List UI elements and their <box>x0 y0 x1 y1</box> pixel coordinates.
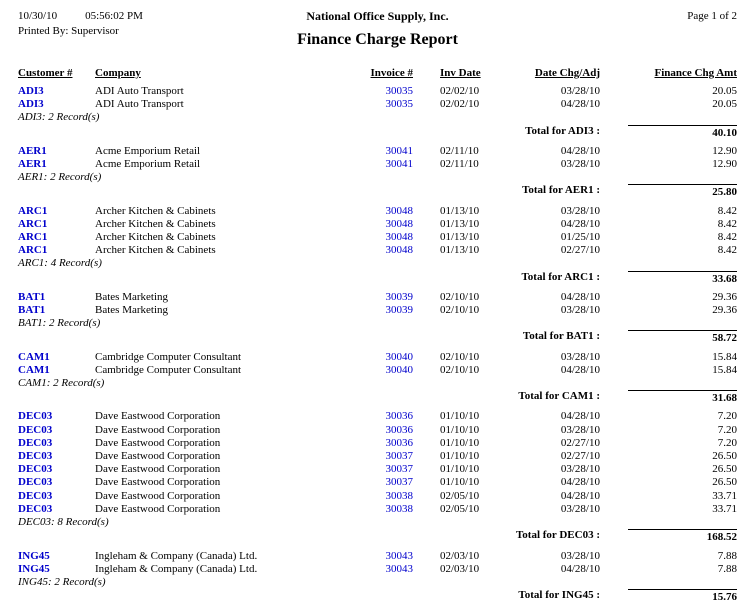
group-total-label: Total for DEC03 : <box>18 529 600 544</box>
company-cell: Dave Eastwood Corporation <box>95 463 365 476</box>
date-chg-adj-cell: 03/28/10 <box>500 424 600 437</box>
group-record-count: CAM1: 2 Record(s) <box>18 377 737 390</box>
customer-group <box>18 291 737 346</box>
company-cell: Archer Kitchen & Cabinets <box>95 244 365 257</box>
company-cell: Ingleham & Company (Canada) Ltd. <box>95 550 365 563</box>
finance-chg-amt-cell: 8.42 <box>600 231 737 244</box>
finance-chg-amt-cell: 8.42 <box>600 205 737 218</box>
invoice-number-link[interactable]: 30048 <box>365 218 413 231</box>
invoice-date-cell: 02/02/10 <box>413 98 500 111</box>
group-total-amount: 25.80 <box>600 184 737 199</box>
detail-row <box>18 463 737 476</box>
date-chg-adj-cell: 03/28/10 <box>500 463 600 476</box>
col-header-invoice: Invoice # <box>365 67 413 79</box>
customer-group <box>18 351 737 406</box>
invoice-number-link[interactable]: 30035 <box>365 85 413 98</box>
invoice-number-link[interactable]: 30036 <box>365 424 413 437</box>
detail-row <box>18 351 737 364</box>
customer-group <box>18 550 737 604</box>
invoice-number-link[interactable]: 30036 <box>365 437 413 450</box>
invoice-number-link[interactable]: 30038 <box>365 490 413 503</box>
customer-code-link[interactable]: DEC03 <box>18 476 95 489</box>
invoice-date-cell: 01/10/10 <box>413 450 500 463</box>
invoice-date-cell: 02/11/10 <box>413 145 500 158</box>
finance-chg-amt-cell: 7.20 <box>600 410 737 423</box>
invoice-number-link[interactable]: 30037 <box>365 450 413 463</box>
group-total-amount: 40.10 <box>600 125 737 140</box>
col-header-customer: Customer # <box>18 67 95 79</box>
group-total-label: Total for ARC1 : <box>18 271 600 286</box>
detail-row <box>18 563 737 576</box>
detail-row <box>18 364 737 377</box>
report-body <box>18 85 737 604</box>
customer-code-link[interactable]: ING45 <box>18 563 95 576</box>
date-chg-adj-cell: 03/28/10 <box>500 158 600 171</box>
group-record-count: ADI3: 2 Record(s) <box>18 111 737 124</box>
invoice-date-cell: 01/10/10 <box>413 463 500 476</box>
company-cell: Dave Eastwood Corporation <box>95 476 365 489</box>
invoice-date-cell: 01/10/10 <box>413 476 500 489</box>
invoice-number-link[interactable]: 30041 <box>365 158 413 171</box>
detail-row <box>18 450 737 463</box>
company-cell: Ingleham & Company (Canada) Ltd. <box>95 563 365 576</box>
date-chg-adj-cell: 03/28/10 <box>500 304 600 317</box>
finance-chg-amt-cell: 20.05 <box>600 85 737 98</box>
company-cell: Bates Marketing <box>95 304 365 317</box>
date-chg-adj-cell: 03/28/10 <box>500 351 600 364</box>
group-total-row <box>18 271 737 286</box>
header-center <box>297 9 458 49</box>
finance-chg-amt-cell: 8.42 <box>600 218 737 231</box>
company-cell: Dave Eastwood Corporation <box>95 490 365 503</box>
finance-chg-amt-cell: 26.50 <box>600 476 737 489</box>
date-chg-adj-cell: 04/28/10 <box>500 410 600 423</box>
company-cell: Cambridge Computer Consultant <box>95 364 365 377</box>
detail-row <box>18 490 737 503</box>
customer-code-link[interactable]: ARC1 <box>18 231 95 244</box>
customer-code-link[interactable]: ADI3 <box>18 98 95 111</box>
finance-chg-amt-cell: 29.36 <box>600 304 737 317</box>
date-chg-adj-cell: 02/27/10 <box>500 450 600 463</box>
detail-row <box>18 98 737 111</box>
group-total-amount: 58.72 <box>600 330 737 345</box>
company-name: National Office Supply, Inc. <box>297 9 458 24</box>
company-cell: Dave Eastwood Corporation <box>95 503 365 516</box>
invoice-number-link[interactable]: 30048 <box>365 244 413 257</box>
finance-chg-amt-cell: 15.84 <box>600 364 737 377</box>
group-record-count: DEC03: 8 Record(s) <box>18 516 737 529</box>
customer-code-link[interactable]: DEC03 <box>18 503 95 516</box>
invoice-date-cell: 02/03/10 <box>413 563 500 576</box>
invoice-number-link[interactable]: 30036 <box>365 410 413 423</box>
date-chg-adj-cell: 04/28/10 <box>500 218 600 231</box>
col-header-date-chg: Date Chg/Adj <box>500 67 600 79</box>
customer-code-link[interactable]: DEC03 <box>18 450 95 463</box>
company-cell: Dave Eastwood Corporation <box>95 437 365 450</box>
date-chg-adj-cell: 04/28/10 <box>500 563 600 576</box>
finance-chg-amt-cell: 26.50 <box>600 463 737 476</box>
group-total-label: Total for CAM1 : <box>18 390 600 405</box>
col-header-inv-date: Inv Date <box>413 67 500 79</box>
customer-group <box>18 145 737 200</box>
group-total-row <box>18 529 737 544</box>
finance-chg-amt-cell: 33.71 <box>600 503 737 516</box>
customer-code-link[interactable]: ARC1 <box>18 205 95 218</box>
company-cell: Bates Marketing <box>95 291 365 304</box>
invoice-date-cell: 01/13/10 <box>413 218 500 231</box>
detail-row <box>18 145 737 158</box>
invoice-date-cell: 02/10/10 <box>413 304 500 317</box>
date-chg-adj-cell: 01/25/10 <box>500 231 600 244</box>
customer-code-link[interactable]: AER1 <box>18 158 95 171</box>
customer-group <box>18 85 737 140</box>
invoice-date-cell: 01/13/10 <box>413 205 500 218</box>
finance-chg-amt-cell: 15.84 <box>600 351 737 364</box>
column-header-row <box>18 67 737 79</box>
detail-row <box>18 291 737 304</box>
group-total-label: Total for AER1 : <box>18 184 600 199</box>
customer-group <box>18 205 737 286</box>
col-header-amount: Finance Chg Amt <box>600 67 737 79</box>
date-chg-adj-cell: 03/28/10 <box>500 503 600 516</box>
group-total-amount: 168.52 <box>600 529 737 544</box>
customer-code-link[interactable]: CAM1 <box>18 351 95 364</box>
detail-row <box>18 231 737 244</box>
invoice-number-link[interactable]: 30040 <box>365 351 413 364</box>
invoice-number-link[interactable]: 30048 <box>365 205 413 218</box>
company-cell: ADI Auto Transport <box>95 85 365 98</box>
group-total-row <box>18 125 737 140</box>
group-total-amount: 33.68 <box>600 271 737 286</box>
company-cell: Archer Kitchen & Cabinets <box>95 231 365 244</box>
customer-code-link[interactable]: DEC03 <box>18 410 95 423</box>
customer-code-link[interactable]: AER1 <box>18 145 95 158</box>
customer-code-link[interactable]: ARC1 <box>18 244 95 257</box>
detail-row <box>18 158 737 171</box>
header-left <box>18 9 297 39</box>
customer-code-link[interactable]: DEC03 <box>18 463 95 476</box>
customer-code-link[interactable]: DEC03 <box>18 424 95 437</box>
print-time: 05:56:02 PM <box>85 9 143 24</box>
report-header <box>18 9 737 49</box>
invoice-date-cell: 02/10/10 <box>413 351 500 364</box>
finance-chg-amt-cell: 8.42 <box>600 244 737 257</box>
date-chg-adj-cell: 04/28/10 <box>500 291 600 304</box>
invoice-number-link[interactable]: 30037 <box>365 463 413 476</box>
company-cell: Acme Emporium Retail <box>95 145 365 158</box>
detail-row <box>18 85 737 98</box>
finance-chg-amt-cell: 29.36 <box>600 291 737 304</box>
finance-chg-amt-cell: 12.90 <box>600 145 737 158</box>
invoice-number-link[interactable]: 30043 <box>365 563 413 576</box>
detail-row <box>18 304 737 317</box>
page-indicator: Page 1 of 2 <box>458 9 737 24</box>
invoice-number-link[interactable]: 30035 <box>365 98 413 111</box>
company-cell: Cambridge Computer Consultant <box>95 351 365 364</box>
finance-chg-amt-cell: 26.50 <box>600 450 737 463</box>
company-cell: Archer Kitchen & Cabinets <box>95 218 365 231</box>
company-cell: ADI Auto Transport <box>95 98 365 111</box>
detail-row <box>18 205 737 218</box>
finance-chg-amt-cell: 7.20 <box>600 424 737 437</box>
company-cell: Acme Emporium Retail <box>95 158 365 171</box>
detail-row <box>18 218 737 231</box>
customer-code-link[interactable]: DEC03 <box>18 437 95 450</box>
group-record-count: BAT1: 2 Record(s) <box>18 317 737 330</box>
date-chg-adj-cell: 02/27/10 <box>500 244 600 257</box>
detail-row <box>18 244 737 257</box>
invoice-number-link[interactable]: 30037 <box>365 476 413 489</box>
customer-code-link[interactable]: ADI3 <box>18 85 95 98</box>
invoice-date-cell: 02/05/10 <box>413 490 500 503</box>
invoice-date-cell: 01/10/10 <box>413 424 500 437</box>
customer-code-link[interactable]: BAT1 <box>18 291 95 304</box>
invoice-number-link[interactable]: 30048 <box>365 231 413 244</box>
company-cell: Dave Eastwood Corporation <box>95 450 365 463</box>
group-total-label: Total for ING45 : <box>18 589 600 604</box>
invoice-number-link[interactable]: 30039 <box>365 291 413 304</box>
date-chg-adj-cell: 02/27/10 <box>500 437 600 450</box>
date-chg-adj-cell: 03/28/10 <box>500 85 600 98</box>
customer-code-link[interactable]: DEC03 <box>18 490 95 503</box>
detail-row <box>18 550 737 563</box>
detail-row <box>18 476 737 489</box>
invoice-date-cell: 01/13/10 <box>413 231 500 244</box>
print-date: 10/30/10 <box>18 10 57 22</box>
date-chg-adj-cell: 04/28/10 <box>500 98 600 111</box>
invoice-number-link[interactable]: 30038 <box>365 503 413 516</box>
company-cell: Archer Kitchen & Cabinets <box>95 205 365 218</box>
invoice-number-link[interactable]: 30039 <box>365 304 413 317</box>
customer-code-link[interactable]: CAM1 <box>18 364 95 377</box>
invoice-number-link[interactable]: 30043 <box>365 550 413 563</box>
invoice-date-cell: 02/03/10 <box>413 550 500 563</box>
detail-row <box>18 437 737 450</box>
finance-chg-amt-cell: 7.88 <box>600 563 737 576</box>
date-chg-adj-cell: 04/28/10 <box>500 364 600 377</box>
invoice-date-cell: 02/02/10 <box>413 85 500 98</box>
group-total-label: Total for ADI3 : <box>18 125 600 140</box>
finance-chg-amt-cell: 7.88 <box>600 550 737 563</box>
group-total-row <box>18 184 737 199</box>
detail-row <box>18 503 737 516</box>
invoice-date-cell: 01/10/10 <box>413 437 500 450</box>
customer-group <box>18 410 737 544</box>
group-total-row <box>18 390 737 405</box>
customer-code-link[interactable]: BAT1 <box>18 304 95 317</box>
date-chg-adj-cell: 03/28/10 <box>500 550 600 563</box>
group-total-amount: 31.68 <box>600 390 737 405</box>
invoice-date-cell: 02/11/10 <box>413 158 500 171</box>
group-record-count: AER1: 2 Record(s) <box>18 171 737 184</box>
printed-by: Printed By: Supervisor <box>18 24 297 39</box>
group-total-row <box>18 589 737 604</box>
invoice-date-cell: 01/13/10 <box>413 244 500 257</box>
group-record-count: ING45: 2 Record(s) <box>18 576 737 589</box>
invoice-date-cell: 02/05/10 <box>413 503 500 516</box>
finance-chg-amt-cell: 12.90 <box>600 158 737 171</box>
group-total-label: Total for BAT1 : <box>18 330 600 345</box>
detail-row <box>18 424 737 437</box>
invoice-date-cell: 01/10/10 <box>413 410 500 423</box>
customer-code-link[interactable]: ING45 <box>18 550 95 563</box>
finance-chg-amt-cell: 33.71 <box>600 490 737 503</box>
invoice-date-cell: 02/10/10 <box>413 291 500 304</box>
report-title: Finance Charge Report <box>297 31 458 49</box>
date-chg-adj-cell: 04/28/10 <box>500 476 600 489</box>
detail-row <box>18 410 737 423</box>
group-total-row <box>18 330 737 345</box>
company-cell: Dave Eastwood Corporation <box>95 424 365 437</box>
finance-chg-amt-cell: 7.20 <box>600 437 737 450</box>
invoice-date-cell: 02/10/10 <box>413 364 500 377</box>
finance-chg-amt-cell: 20.05 <box>600 98 737 111</box>
customer-code-link[interactable]: ARC1 <box>18 218 95 231</box>
col-header-company: Company <box>95 67 365 79</box>
date-chg-adj-cell: 03/28/10 <box>500 205 600 218</box>
group-total-amount: 15.76 <box>600 589 737 604</box>
company-cell: Dave Eastwood Corporation <box>95 410 365 423</box>
date-chg-adj-cell: 04/28/10 <box>500 490 600 503</box>
invoice-number-link[interactable]: 30041 <box>365 145 413 158</box>
date-chg-adj-cell: 04/28/10 <box>500 145 600 158</box>
group-record-count: ARC1: 4 Record(s) <box>18 257 737 270</box>
invoice-number-link[interactable]: 30040 <box>365 364 413 377</box>
